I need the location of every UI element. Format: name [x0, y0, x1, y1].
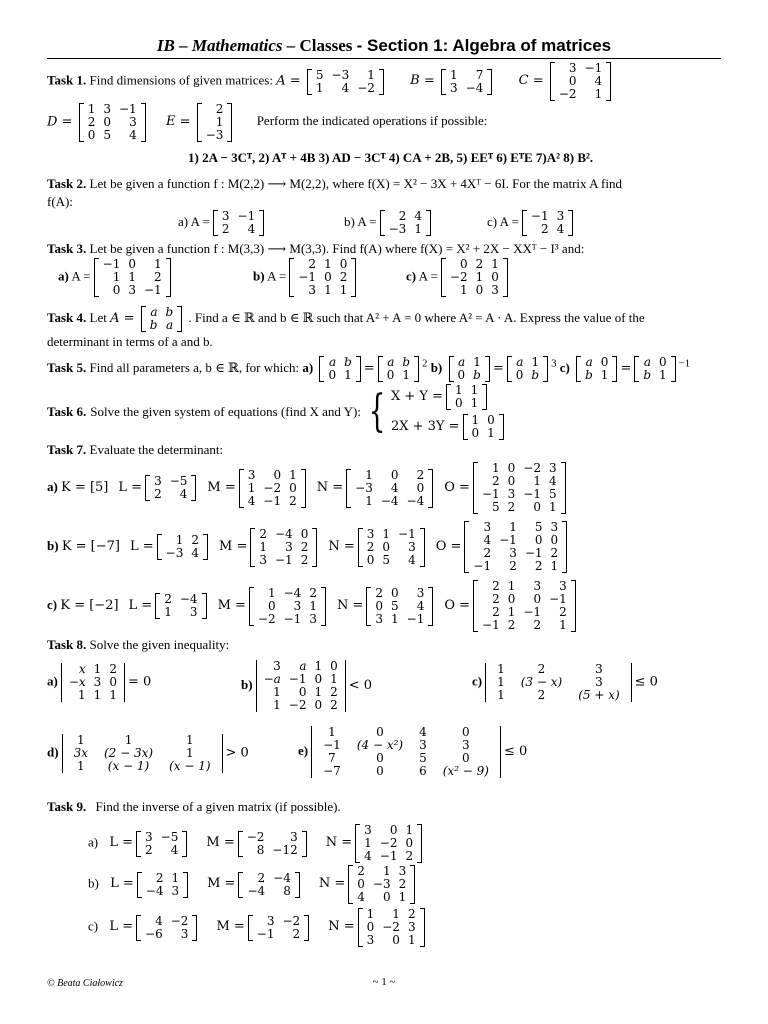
task-3-matrix-c: 0 2 1 −2 1 0 1 0 3: [441, 258, 508, 297]
task-8-a: a) x 1 2 −x 3 0 1 1 1 = 0: [47, 662, 152, 702]
task-7-matrix-O: 3 1 5 3 4 −1 0 0 2 3 −1 2 −1 2 2 1: [464, 521, 567, 573]
task-8-b: b) 3 a 1 0 −a −1 0 1 1 0 1 2 1 −2 0 2 < 0: [241, 659, 373, 712]
task-3-line-1: Task 3. Let be given a function f : M(3,3) ⟶ M(3,3). Find f(A) where f(X) = X² + 2X − XXᵀ − I³ and:: [47, 241, 585, 256]
task-4-matrix-A: a b b a: [141, 306, 182, 332]
task-3-c: c) A = 0 2 1 −2 1 0 1 0 3: [406, 258, 511, 297]
task-9-matrix-L: 4 −2 −6 3: [136, 915, 197, 941]
task-4-line-1: Task 4. Let A = a b b a . Find a ∈ ℝ and b ∈ ℝ such that A² + A = 0 where A² = A · A. Express the value of the: [47, 305, 645, 332]
task-9-matrix-N: 3 0 1 1 −2 0 4 −1 2: [355, 824, 422, 863]
task-7-matrix-L: 2 −4 1 3: [155, 593, 206, 619]
task-7-row: b) K = [−7] L = 1 2 −3 4 M = 2 −4 0 1 3 2 3 −1 2 N = 3 1 −1 2 0 3 0 5 4 O = 3 1 5 3 4 −1 0 0 2 3 −1 2 −1 2 2 1: [47, 521, 570, 573]
task-8-det-e: 1 0 4 0 −1 (4 − x²) 3 3 7 0 5 0 −7 0 6 (x² − 9): [311, 726, 501, 778]
task-1-line-2: D = 1 3 −1 2 0 3 0 5 4 E = 2 1 −3 Perform the indicated operations if possible:: [47, 102, 488, 142]
task-7-matrix-N: 2 0 3 0 5 4 3 1 −1: [366, 587, 433, 626]
task-2-c: c) A = −1 3 2 4: [487, 210, 576, 236]
task-3-matrix-a: −1 0 1 1 1 2 0 3 −1: [94, 258, 171, 297]
task-9-matrix-M: −2 3 8 −12: [238, 831, 307, 857]
task-3-a: a) A = −1 0 1 1 1 2 0 3 −1: [58, 258, 174, 297]
task-7-K: K = [−7]: [61, 538, 120, 554]
matrix-E: 2 1 −3: [197, 103, 233, 142]
task-2-line-1: Task 2. Let be given a function f : M(2,2) ⟶ M(2,2), where f(X) = X² − 3X + 4Xᵀ − 6I. For the matrix A find: [47, 176, 622, 191]
task-8-det-a: x 1 2 −x 3 0 1 1 1: [61, 663, 125, 702]
matrix-C: 3 −1 0 4 −2 1: [550, 62, 611, 101]
task-8-line: Task 8. Solve the given inequality:: [47, 637, 230, 652]
task-2-matrix-a: 3 −1 2 4: [213, 210, 264, 236]
title-rule: [47, 58, 721, 59]
task-2-matrix-b: 2 4 −3 1: [380, 210, 431, 236]
task-7-row: c) K = [−2] L = 2 −4 1 3 M = 1 −4 2 0 3 1 −2 −1 3 N = 2 0 3 0 5 4 3 1 −1 O = 2 1 3 3 2 0 0 −1 2 1 −1 2 −1 2 2 1: [47, 580, 579, 632]
task-1-operations: 1) 2A − 3Cᵀ, 2) Aᵀ + 4B 3) AD − 3Cᵀ 4) CA + 2B, 5) EEᵀ 6) EᵀE 7)A² 8) B².: [188, 150, 594, 165]
task-9-line: Task 9. Find the inverse of a given matrix (if possible).: [47, 799, 341, 814]
task-5-line: Task 5. Find all parameters a, b ∈ ℝ, for which: a) a b 0 1 = a b 0 1 $^2$ b) a 1 0 b = a 1 0 b $^3$ c) a 0 b 1 = a 0 b 1 $^{-1}$: [47, 355, 691, 382]
task-2-matrix-c: −1 3 2 4: [522, 210, 573, 236]
task-6-matrix-1: 1 1 0 1: [446, 384, 487, 410]
task-8-det-d: 1 1 1 3x (2 − 3x) 1 1 (x − 1) (x − 1): [62, 734, 223, 773]
task-8-d: d) 1 1 1 3x (2 − 3x) 1 1 (x − 1) (x − 1) > 0: [47, 733, 249, 773]
task-7-matrix-M: 3 0 1 1 −2 0 4 −1 2: [239, 469, 306, 508]
task-8-det-b: 3 a 1 0 −a −1 0 1 1 0 1 2 1 −2 0 2: [256, 660, 346, 712]
task-7-matrix-M: 2 −4 0 1 3 2 3 −1 2: [250, 528, 317, 567]
task-9-matrix-N: 1 1 2 0 −2 3 3 0 1: [358, 908, 425, 947]
task-9-matrix-N: 2 1 3 0 −3 2 4 0 1: [348, 865, 415, 904]
page-title: IB – Mathematics – Classes - Section 1: Algebra of matrices: [156, 36, 612, 55]
task-7-matrix-N: 1 0 2 −3 4 0 1 −4 −4: [346, 469, 433, 508]
task-9-row: c) L = 4 −2 −6 3 M = 3 −2 −1 2 N = 1 1 2 0 −2 3 3 0 1: [88, 908, 428, 947]
task-8-c: c) 1 2 3 1 (3 − x) 3 1 2 (5 + x) ≤ 0: [472, 662, 658, 702]
task-2-line-2: f(A):: [47, 194, 73, 209]
author-credit: © Beata Ciałowicz: [47, 978, 123, 989]
task-7-matrix-L: 3 −5 2 4: [145, 475, 196, 501]
task-7-matrix-O: 1 0 −2 3 2 0 1 4 −1 3 −1 5 5 2 0 1: [473, 462, 566, 514]
task-6-matrix-2: 1 0 0 1: [463, 414, 504, 440]
matrix-D: 1 3 −1 2 0 3 0 5 4: [79, 103, 146, 142]
task-9-matrix-L: 2 1 −4 3: [137, 872, 188, 898]
task-6: Task 6. Solve the given system of equations (find X and Y): { X + Y = 1 1 0 1 2X + 3Y = 1 0 0 1: [47, 384, 507, 440]
task-9-row: a) L = 3 −5 2 4 M = −2 3 8 −12 N = 3 0 1 1 −2 0 4 −1 2: [88, 824, 425, 863]
matrix-A: 5 −3 1 1 4 −2: [307, 69, 384, 95]
task-7-K: K = [−2]: [60, 597, 119, 613]
matrix-B: 1 7 3 −4: [441, 69, 492, 95]
task-8-det-c: 1 2 3 1 (3 − x) 3 1 2 (5 + x): [485, 663, 632, 702]
task-7-row: a) K = [5] L = 3 −5 2 4 M = 3 0 1 1 −2 0 4 −1 2 N = 1 0 2 −3 4 0 1 −4 −4 O = 1 0 −2 3 2 0 1 4 −1 3 −1 5 5 2 0 1: [47, 462, 569, 514]
task-7-matrix-N: 3 1 −1 2 0 3 0 5 4: [358, 528, 425, 567]
task-2-b: b) A = 2 4 −3 1: [344, 210, 434, 236]
task-1-line-1: Task 1. Find dimensions of given matrices: A = 5 −3 1 1 4 −2 B = 1 7 3 −4 C = 3 −1 0 4 −2 1: [47, 62, 614, 101]
page-number: ~ 1 ~: [372, 976, 396, 988]
task-9-row: b) L = 2 1 −4 3 M = 2 −4 −4 8 N = 2 1 3 0 −3 2 4 0 1: [88, 865, 418, 904]
task-8-e: e) 1 0 4 0 −1 (4 − x²) 3 3 7 0 5 0 −7 0 6 (x² − 9) ≤ 0: [298, 725, 528, 778]
task-9-matrix-L: 3 −5 2 4: [136, 831, 187, 857]
task-9-matrix-M: 2 −4 −4 8: [238, 872, 299, 898]
task-3-matrix-b: 2 1 0 −1 0 2 3 1 1: [289, 258, 356, 297]
task-7-matrix-M: 1 −4 2 0 3 1 −2 −1 3: [249, 587, 326, 626]
task-3-b: b) A = 2 1 0 −1 0 2 3 1 1: [253, 258, 359, 297]
task-7-K: K = [5]: [61, 479, 109, 495]
task-7-matrix-O: 2 1 3 3 2 0 0 −1 2 1 −1 2 −1 2 2 1: [473, 580, 576, 632]
task-7-line: Task 7. Evaluate the determinant:: [47, 442, 224, 457]
task-2-a: a) A = 3 −1 2 4: [178, 210, 267, 236]
task-4-line-2: determinant in terms of a and b.: [47, 334, 213, 349]
task-9-matrix-M: 3 −2 −1 2: [248, 915, 309, 941]
task-7-matrix-L: 1 2 −3 4: [157, 534, 208, 560]
